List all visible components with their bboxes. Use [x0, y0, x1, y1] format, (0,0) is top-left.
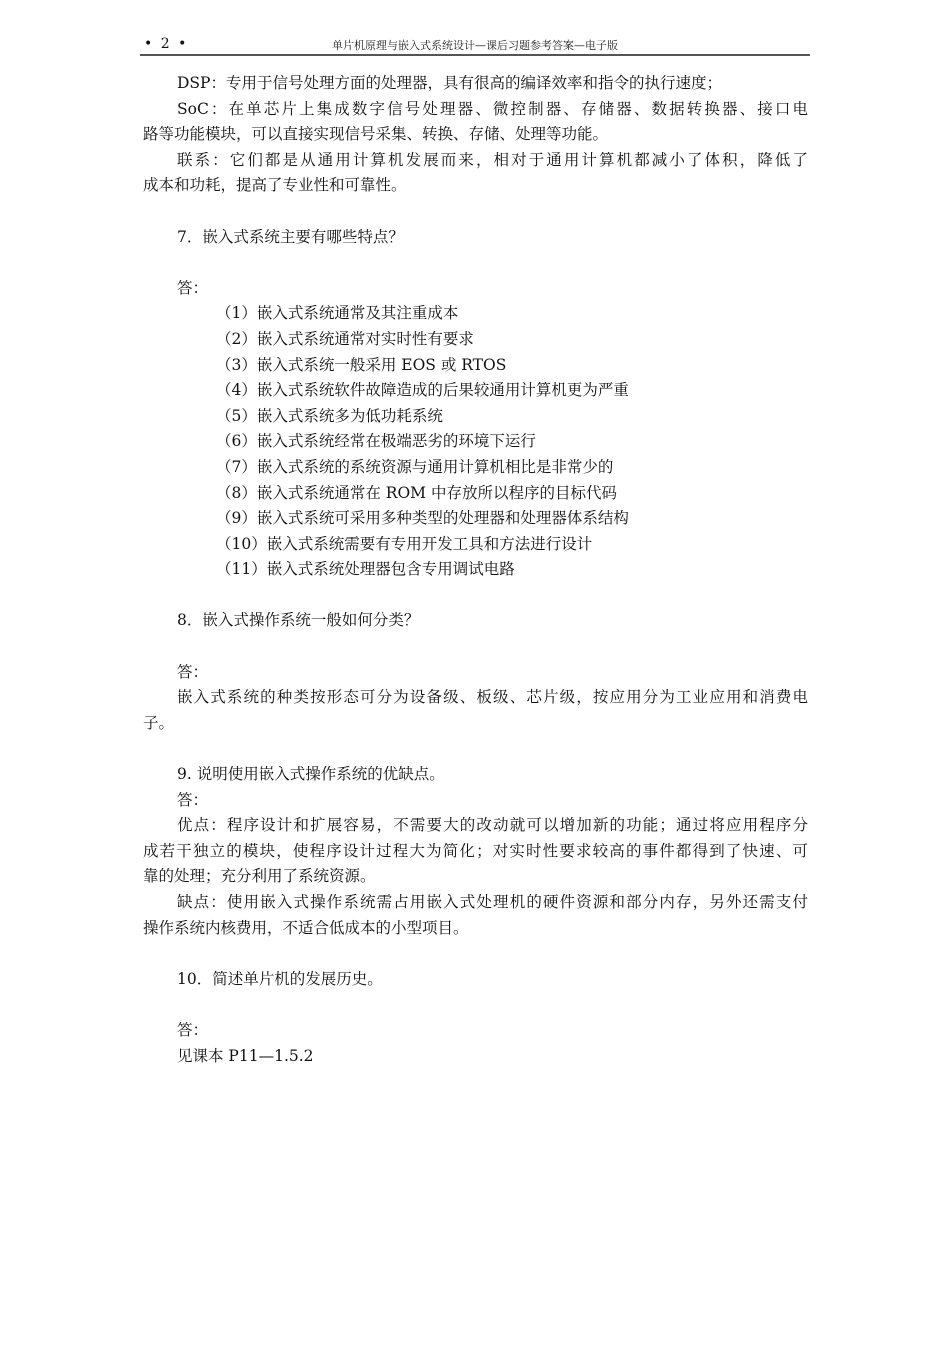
q7-answer-label: 答：: [177, 278, 209, 297]
q9-answer-label: 答：: [177, 790, 209, 809]
running-header-title: 单片机原理与嵌入式系统设计—课后习题参考答案—电子版: [332, 39, 618, 52]
link-paragraph-line1: 联系：它们都是从通用计算机发展而来，相对于通用计算机都减小了体积，降低了: [177, 150, 808, 169]
list-item: （9）嵌入式系统可采用多种类型的处理器和处理器体系结构: [216, 509, 629, 528]
dsp-paragraph: DSP：专用于信号处理方面的处理器，具有很高的编译效率和指令的执行速度；: [177, 74, 722, 92]
list-item: （8）嵌入式系统通常在 ROM 中存放所以程序的目标代码: [216, 483, 617, 502]
question-8: 8．嵌入式操作系统一般如何分类？: [177, 611, 420, 630]
question-10: 10．简述单片机的发展历史。: [177, 969, 383, 988]
page-number: • 2 •: [144, 36, 189, 52]
q9-pros-line2: 成若干独立的模块，使程序设计过程大为简化；对实时性要求较高的事件都得到了快速、可: [143, 841, 808, 860]
list-item: （5）嵌入式系统多为低功耗系统: [216, 406, 443, 425]
list-item: （11）嵌入式系统处理器包含专用调试电路: [216, 560, 515, 579]
list-item: （6）嵌入式系统经常在极端恶劣的环境下运行: [216, 432, 536, 451]
document-body: [143, 71, 808, 1069]
q9-cons-line2: 操作系统内核费用，不适合低成本的小型项目。: [143, 918, 469, 937]
soc-paragraph-line1: SoC：在单芯片上集成数字信号处理器、微控制器、存储器、数据转换器、接口电: [177, 99, 808, 118]
q10-answer: 见课本 P11—1.5.2: [177, 1046, 314, 1065]
list-item: （4）嵌入式系统软件故障造成的后果较通用计算机更为严重: [216, 381, 629, 400]
list-item: （1）嵌入式系统通常及其注重成本: [216, 304, 459, 323]
list-item: （7）嵌入式系统的系统资源与通用计算机相比是非常少的: [216, 457, 614, 476]
link-paragraph-line2: 成本和功耗，提高了专业性和可靠性。: [143, 176, 407, 195]
q9-pros-line3: 靠的处理；充分利用了系统资源。: [143, 867, 376, 886]
soc-paragraph-line2: 路等功能模块，可以直接实现信号采集、转换、存储、处理等功能。: [143, 125, 609, 144]
list-item: （2）嵌入式系统通常对实时性有要求: [216, 329, 474, 348]
q8-answer-line2: 子。: [143, 713, 175, 732]
question-9: 9. 说明使用嵌入式操作系统的优缺点。: [177, 765, 445, 784]
question-7: 7．嵌入式系统主要有哪些特点？: [177, 227, 404, 246]
header-divider: [140, 54, 810, 56]
list-item: （3）嵌入式系统一般采用 EOS 或 RTOS: [216, 355, 507, 374]
list-item: （10）嵌入式系统需要有专用开发工具和方法进行设计: [216, 534, 593, 553]
q9-pros-line1: 优点：程序设计和扩展容易，不需要大的改动就可以增加新的功能；通过将应用程序分: [177, 816, 808, 835]
q10-answer-label: 答：: [177, 1020, 209, 1039]
q8-answer-label: 答：: [177, 662, 209, 681]
q9-cons-line1: 缺点：使用嵌入式操作系统需占用嵌入式处理机的硬件资源和部分内存，另外还需支付: [177, 893, 808, 911]
q8-answer-line1: 嵌入式系统的种类按形态可分为设备级、板级、芯片级，按应用分为工业应用和消费电: [177, 688, 808, 707]
